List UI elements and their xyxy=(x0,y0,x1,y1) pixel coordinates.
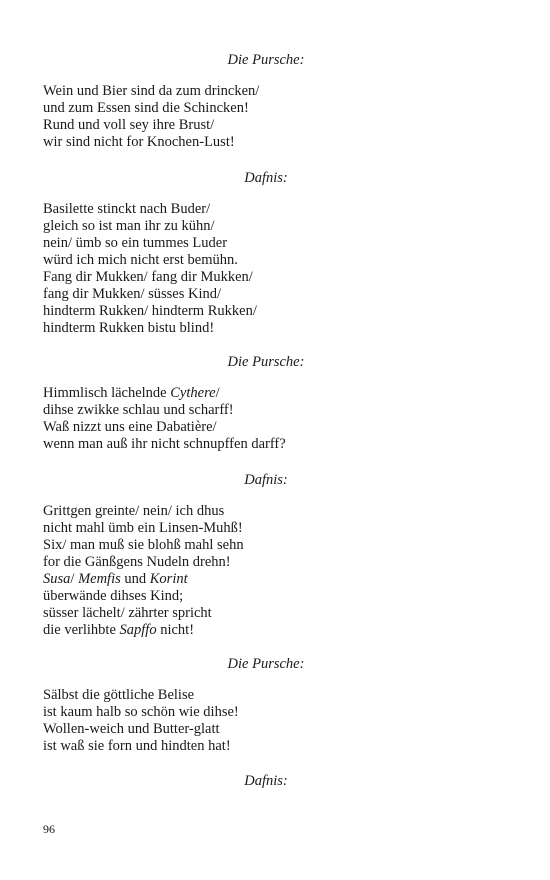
verse-text: nicht! xyxy=(156,622,195,638)
verse-line: Fang dir Mukken/ fang dir Mukken/ xyxy=(43,269,253,285)
verse-line: Wollen-weich und Butter-glatt xyxy=(43,721,220,737)
stanza xyxy=(43,83,259,151)
verse-line: Rund und voll sey ihre Brust/ xyxy=(43,117,215,133)
verse-line: wir sind nicht for Knochen-Lust! xyxy=(43,134,235,150)
speaker-heading: Dafnis: xyxy=(244,472,288,488)
verse-line: süsser lächelt/ zährter spricht xyxy=(43,605,212,621)
verse-text: und xyxy=(120,571,150,587)
verse-line: würd ich mich nicht erst bemühn. xyxy=(43,252,238,268)
verse-line: gleich so ist man ihr zu kühn/ xyxy=(43,218,215,234)
stanza xyxy=(43,201,257,337)
verse-text: Himmlisch lächelnde xyxy=(43,385,171,401)
verse-line: ist waß sie forn und hindten hat! xyxy=(43,738,231,754)
verse-line: Basilette stinckt nach Buder/ xyxy=(43,201,211,217)
verse-line xyxy=(43,571,244,588)
verse-line xyxy=(43,385,286,402)
speaker-heading: Dafnis: xyxy=(244,773,288,789)
verse-line: nicht mahl ümb ein Linsen-Muhß! xyxy=(43,520,243,536)
stanza xyxy=(43,385,286,453)
italic-name: Sapffo xyxy=(119,622,157,638)
speaker-heading: Die Pursche: xyxy=(227,354,305,370)
verse-line: wenn man auß ihr nicht schnupffen darff? xyxy=(43,436,286,452)
italic-name: Korint xyxy=(149,571,188,587)
verse-line: und zum Essen sind die Schincken! xyxy=(43,100,249,116)
stanza xyxy=(43,503,244,639)
verse-line: nein/ ümb so ein tummes Luder xyxy=(43,235,228,251)
verse-line: dihse zwikke schlau und scharff! xyxy=(43,402,234,418)
verse-line: überwände dihses Kind; xyxy=(43,588,184,604)
verse-text: die verlihbte xyxy=(43,622,120,638)
verse-line: ist kaum halb so schön wie dihse! xyxy=(43,704,239,720)
verse-line: Six/ man muß sie blohß mahl sehn xyxy=(43,537,244,553)
page-number: 96 xyxy=(43,822,55,836)
verse-line: Sälbst die göttliche Belise xyxy=(43,687,195,703)
italic-name: Cythere xyxy=(170,385,216,401)
verse-text: / xyxy=(215,385,220,401)
speaker-heading: Dafnis: xyxy=(244,170,288,186)
verse-line xyxy=(43,622,244,639)
verse-text: / xyxy=(70,571,79,587)
verse-line: Grittgen greinte/ nein/ ich dhus xyxy=(43,503,225,519)
verse-line: Waß nizzt uns eine Dabatière/ xyxy=(43,419,217,435)
italic-name: Memfis xyxy=(78,571,121,587)
verse-line: Wein und Bier sind da zum drincken/ xyxy=(43,83,260,99)
verse-line: hindterm Rukken/ hindterm Rukken/ xyxy=(43,303,257,319)
verse-line: fang dir Mukken/ süsses Kind/ xyxy=(43,286,222,302)
stanza xyxy=(43,687,239,755)
verse-line: hindterm Rukken bistu blind! xyxy=(43,320,215,336)
italic-name: Susa xyxy=(43,571,71,587)
speaker-heading: Die Pursche: xyxy=(227,52,305,68)
verse-line: for die Gänßgens Nudeln drehn! xyxy=(43,554,231,570)
speaker-heading: Die Pursche: xyxy=(227,656,305,672)
